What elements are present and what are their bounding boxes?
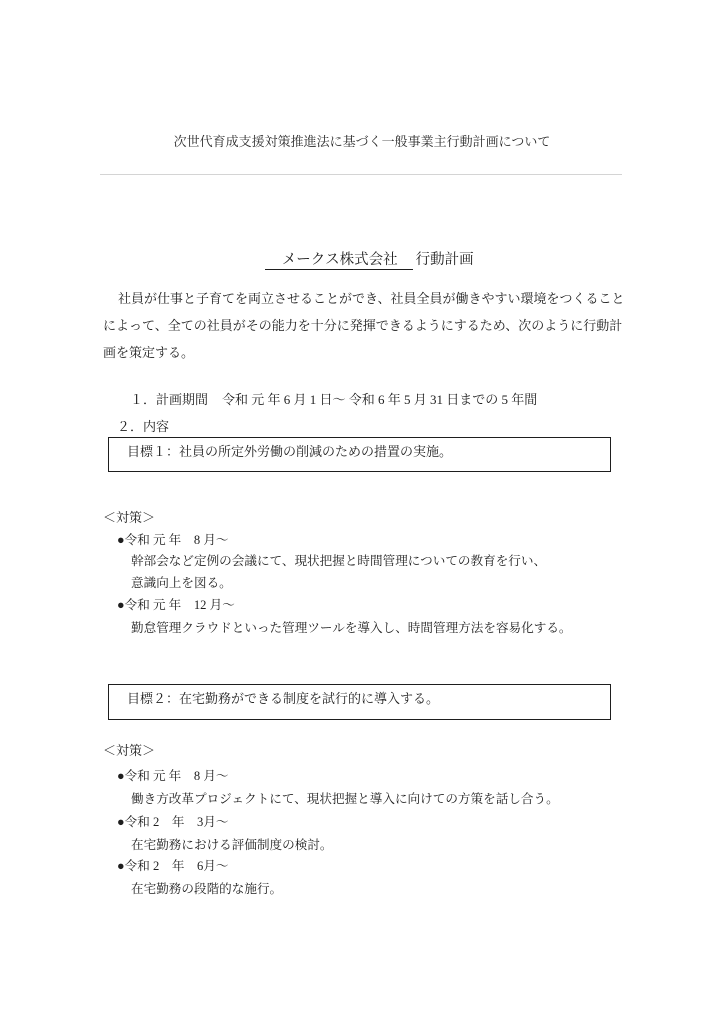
- company-name: メークス株式会社: [265, 252, 413, 270]
- measures-label: ＜対策＞: [103, 510, 156, 525]
- measure-line: 働き方改革プロジェクトにて、現状把握と導入に向けての方策を話し合う。: [131, 792, 559, 806]
- measure-line: 在宅勤務の段階的な施行。: [131, 882, 283, 896]
- measures-label: ＜対策＞: [103, 743, 156, 758]
- header-divider: [100, 174, 622, 175]
- intro-line: によって、全ての社員がその能力を十分に発揮できるようにするため、次のように行動計: [103, 318, 623, 333]
- measure-line: 在宅勤務における評価制度の検討。: [131, 838, 333, 852]
- measure-date: ●令和 2 年 6月～: [117, 859, 229, 873]
- goal-box-2: [108, 684, 611, 720]
- goal-text: 目標２：在宅勤務ができる制度を試行的に導入する。: [127, 691, 440, 706]
- intro-line: 社員が仕事と子育てを両立させることができ、社員全員が働きやすい環境をつくること: [118, 291, 625, 306]
- content-label: ２．内容: [117, 419, 170, 434]
- plan-period-label: １．計画期間: [130, 392, 209, 407]
- measure-date: ●令和 元 年 12 月～: [117, 598, 235, 612]
- document-header-title: 次世代育成支援対策推進法に基づく一般事業主行動計画について: [173, 134, 551, 149]
- measure-line: 幹部会など定例の会議にて、現状把握と時間管理についての教育を行い、: [131, 554, 547, 568]
- plan-title: [0, 233, 724, 288]
- plan-period-value: 令和 元 年 6 月 1 日～ 令和 6 年 5 月 31 日までの 5 年間: [222, 392, 538, 407]
- goal-box-1: [108, 437, 611, 472]
- measure-line: 勤怠管理クラウドといった管理ツールを導入し、時間管理方法を容易化する。: [131, 621, 572, 635]
- plan-title-suffix: 行動計画: [415, 252, 474, 268]
- measure-date: ●令和 元 年 8 月～: [117, 769, 229, 783]
- measure-date: ●令和 元 年 8 月～: [117, 533, 229, 547]
- goal-text: 目標１：社員の所定外労働の削減のための措置の実施。: [127, 444, 453, 459]
- measure-line: 意識向上を図る。: [131, 576, 232, 590]
- intro-paragraph: [103, 285, 624, 366]
- intro-line: 画を策定する。: [103, 345, 195, 360]
- measure-date: ●令和 2 年 3月～: [117, 815, 229, 829]
- plan-period: [117, 376, 537, 424]
